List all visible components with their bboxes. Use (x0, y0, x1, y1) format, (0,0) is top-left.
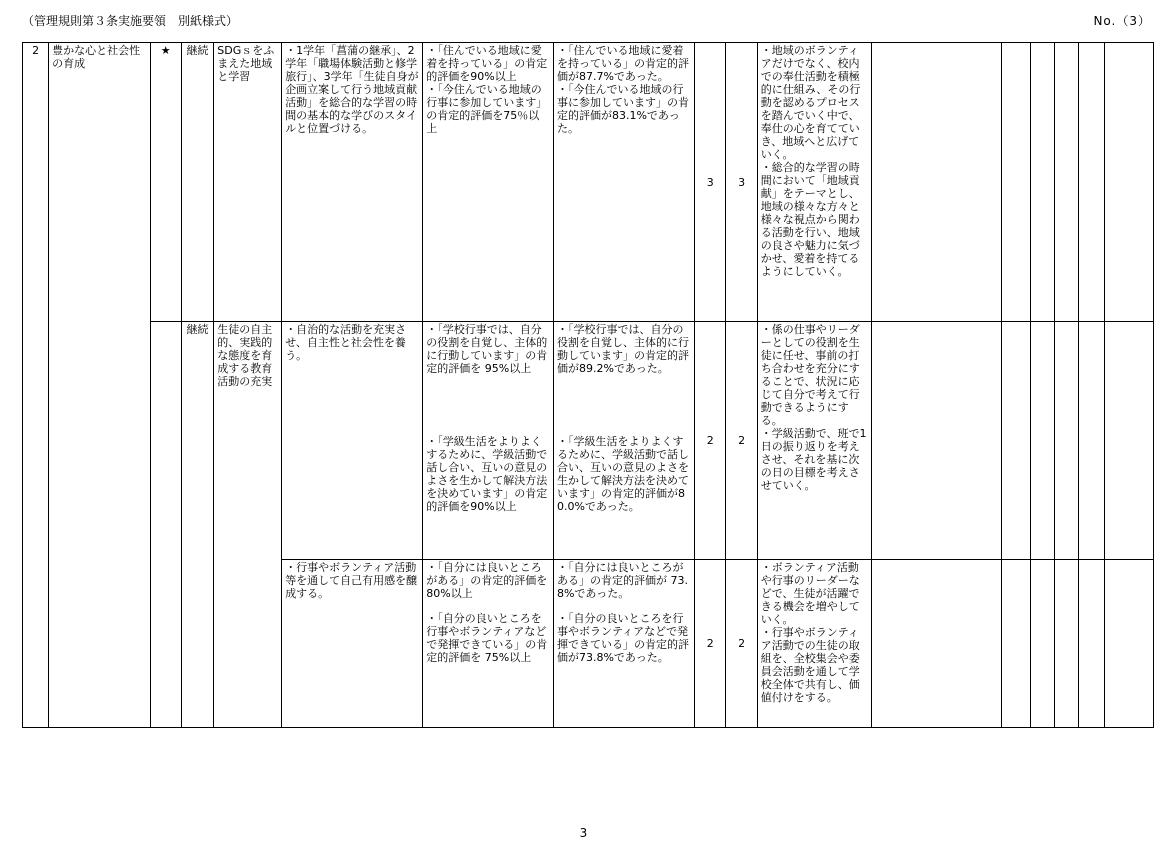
target-item: ・「住んでいる地域に愛着を持っている」の肯定的評価を90%以上 (426, 44, 548, 83)
result-item: ・「今住んでいる地域の行事に参加しています」の肯定的評価が83.1%であった。 (556, 83, 689, 135)
result-cell (553, 322, 694, 560)
target-item: ・「自分の良いところを行事やボランティアなどで発揮できている」の肯定的評価を 75%以上 (426, 612, 548, 664)
evaluation-a: 2 (695, 560, 726, 728)
improvement-cell: ・地域のボランティアだけでなく、校内での奉仕活動を積極的に仕組み、その行動を認めるプロセスを踏んでいく中で、奉仕の心を育てていき、地域へと広げていく。 ・総合的な学習の時間において「地域貢献」をテーマとし、地域の様々な方々と様々な視点から関わる活動を行い、地域の良さや魅力に気づかせ、愛着を持てるようにしていく。 (757, 43, 871, 322)
evaluation-a: 2 (695, 322, 726, 560)
evaluation-b: 2 (726, 322, 757, 560)
status-cell: 継続 (181, 43, 213, 322)
focus-cell: 生徒の自主的、実践的な態度を育成する教育活動の充実 (214, 322, 282, 728)
result-item: ・「学校行事では、自分の役割を自覚し、主体的に行動しています」の肯定的評価が89.2%であった。 (556, 323, 689, 375)
target-cell (423, 560, 554, 728)
evaluation-a: 3 (695, 43, 726, 322)
evaluation-b: 3 (726, 43, 757, 322)
table-row (23, 43, 1154, 322)
improvement-cell: ・ボランティア活動や行事のリーダーなどで、生徒が活躍できる機会を増やしていく。 ・行事やボランティア活動での生徒の取組を、全校集会や委員会活動を通して学校全体で共有し、価値付けをする。 (757, 560, 871, 728)
target-item: ・「学級生活をよりよくするために、学級活動で話し合い、互いの意見のよさを生かして解決方法を決めています」の肯定的評価を90%以上 (426, 435, 548, 513)
improvement-cell: ・係の仕事やリーダーとしての役割を生徒に任せ、事前の打ち合わせを充分にすることで、状況に応じて自分で考えて行動できるようにする。 ・学級活動で、班で1日の振り返りを考えさせ、それを基に次の日の目標を考えさせていく。 (757, 322, 871, 560)
target-cell (423, 322, 554, 560)
evaluation-table (22, 42, 1154, 728)
target-item: ・「今住んでいる地域の行事に参加しています」の肯定的評価を75％以上 (426, 83, 548, 135)
target-cell (423, 43, 554, 322)
form-header-title: （管理規則第３条実施要領 別紙様式） (22, 14, 239, 28)
priority-star: ★ (150, 43, 181, 322)
target-item: ・「学校行事では、自分の役割を自覚し、主体的に行動しています」の肯定的評価を 95%以上 (426, 323, 548, 375)
evaluation-b: 2 (726, 560, 757, 728)
target-item: ・「自分には良いところがある」の肯定的評価を 80%以上 (426, 561, 548, 600)
result-cell (553, 43, 694, 322)
policy-cell: ・1学年「菖蒲の継承」、2学年「職場体験活動と修学旅行」、3学年「生徒自身が企画立案して行う地域貢献活動」を総合的な学習の時間の基本的な学びのスタイルと位置づける。 (282, 43, 423, 322)
result-item: ・「自分には良いところがある」の肯定的評価が 73.8%であった。 (556, 561, 688, 600)
page-code: No.（3） (1093, 14, 1151, 28)
policy-cell: ・行事やボランティア活動等を通して自己有用感を醸成する。 (282, 560, 423, 728)
result-item: ・「住んでいる地域に愛着を持っている」の肯定的評価が87.7%であった。 (556, 44, 689, 83)
item-number: 2 (23, 43, 49, 728)
focus-cell: SDGｓをふまえた地域と学習 (214, 43, 282, 322)
page-number: 3 (579, 826, 588, 840)
result-item: ・「自分の良いところを行事やボランティアなどで発揮できている」の肯定的評価が73.8%であった。 (556, 612, 689, 664)
policy-cell: ・自治的な活動を充実させ、自主性と社会性を養う。 (282, 322, 423, 560)
result-cell (553, 560, 694, 728)
status-cell: 継続 (181, 322, 213, 728)
table-row (23, 322, 1154, 560)
goal-cell: 豊かな心と社会性の育成 (49, 43, 150, 728)
result-item: ・「学級生活をよりよくするために、学級活動で話し合い、互いの意見のよさを生かして解決方法を決めています」の肯定的評価が80.0%であった。 (556, 435, 689, 513)
